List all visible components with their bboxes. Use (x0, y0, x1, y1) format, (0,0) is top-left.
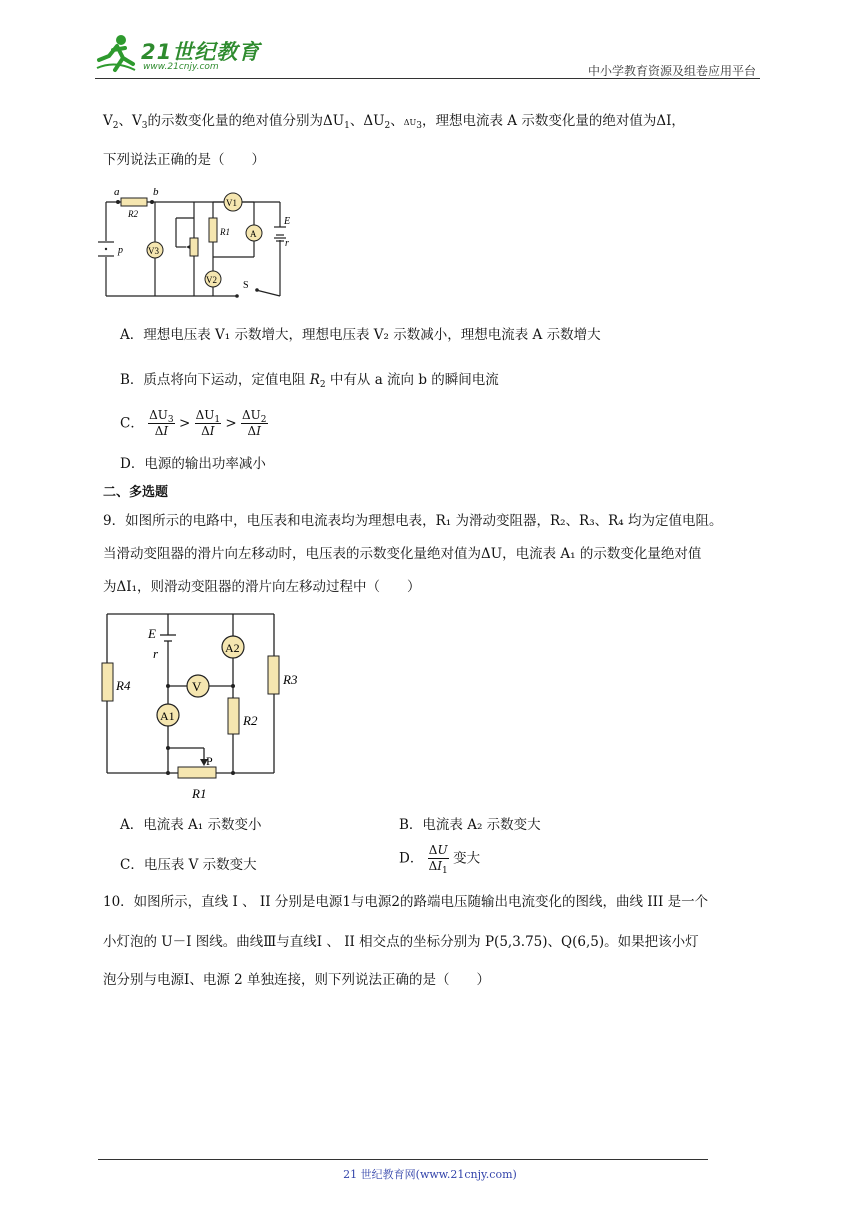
q9-stem-line1: 9．如图所示的电路中，电压表和电流表均为理想电表，R₁ 为滑动变阻器，R₂、R₃、R₄ 均为定值电阻。 (103, 513, 723, 529)
circuit-diagram-1 (96, 185, 306, 305)
q9-option-a: A．电流表 A₁ 示数变小 (120, 817, 262, 833)
q10-stem-line1: 10．如图所示，直线 I 、 II 分别是电源1与电源2的路端电压随输出电流变化的图线，曲线 III 是一个 (103, 894, 709, 910)
circuit1-label-v2: V2 (206, 275, 217, 285)
header-rule (95, 78, 760, 79)
circuit1-label-e: E (284, 216, 291, 227)
circuit1-label-b: b (153, 186, 159, 198)
circuit2-label-e: E (148, 626, 156, 641)
q9-stem-line2: 当滑动变阻器的滑片向左移动时，电压表的示数变化量绝对值为ΔU，电流表 A₁ 的示数变化量绝对值 (103, 546, 702, 562)
circuit1-label-a: a (114, 186, 120, 198)
frac-du2-di: $\frac{\Delta U_2}{\Delta I}$ (241, 408, 267, 438)
circuit1-label-ammeter: A (250, 229, 257, 239)
circuit1-label-p: p (118, 245, 123, 256)
circuit1-label-r2: R2 (128, 209, 138, 219)
circuit1-label-r1: R1 (220, 227, 230, 237)
footer-rule (98, 1159, 708, 1160)
circuit2-label-a2: A2 (225, 641, 240, 655)
section-title-multiple-choice: 二、多选题 (103, 485, 169, 500)
q9-option-c: C．电压表 V 示数变大 (120, 857, 257, 873)
q9-option-d: D． $\frac{\Delta U}{\Delta I_1}$ 变大 (399, 843, 481, 876)
logo-main-text: 21世纪教育 (141, 40, 261, 64)
circuit1-label-v1: V1 (226, 198, 237, 208)
frac-du3-di: $\frac{\Delta U_3}{\Delta I}$ (149, 408, 174, 438)
circuit2-label-a1: A1 (160, 709, 175, 723)
header (0, 0, 860, 80)
q8-stem-line2: 下列说法正确的是（ ） (103, 152, 265, 168)
q8-stem-line1: $V_2$、$V_3$的示数变化量的绝对值分别为$\Delta U_1$、$\Delta U_2$、$\Delta U_3$，理想电流表 A 示数变化量的绝对值为ΔI， (103, 113, 685, 131)
runner-logo-icon (95, 34, 139, 76)
circuit2-label-v: V (192, 679, 202, 694)
circuit2-label-p: P (206, 754, 213, 768)
circuit2-label-r2: R2 (243, 713, 258, 728)
circuit-diagram-2 (100, 608, 310, 808)
header-platform-text: 中小学教育资源及组卷应用平台 (587, 64, 756, 78)
circuit2-label-r: r (153, 646, 159, 661)
q8-option-b: B．质点将向下运动，定值电阻 $R_2$ 中有从 a 流向 b 的瞬间电流 (120, 372, 499, 390)
q10-stem-line2: 小灯泡的 U－I 图线。曲线Ⅲ与直线I 、 II 相交点的坐标分别为 P(5,3.75)、Q(6,5)。如果把该小灯 (103, 934, 699, 950)
circuit2-label-r3: R3 (283, 672, 298, 687)
circuit2-label-r4: R4 (116, 678, 131, 693)
q10-stem-line3: 泡分别与电源I、电源 2 单独连接，则下列说法正确的是（ ） (103, 972, 491, 988)
q8-option-a: A．理想电压表 V₁ 示数增大，理想电压表 V₂ 示数减小，理想电流表 A 示数增大 (120, 327, 601, 343)
circuit1-label-v3: V3 (148, 246, 159, 256)
q9-option-b: B．电流表 A₂ 示数变大 (399, 817, 541, 833)
circuit1-label-r: r (285, 238, 289, 249)
frac-du-di1: $\frac{\Delta U}{\Delta I_1}$ (428, 843, 448, 876)
logo-url-text: www.21cnjy.com (143, 62, 219, 72)
q8-option-d: D．电源的输出功率减小 (120, 456, 266, 472)
circuit2-label-r1: R1 (192, 786, 207, 801)
footer-text: 21 世纪教育网(www.21cnjy.com) (343, 1168, 517, 1181)
circuit1-label-s: S (243, 280, 249, 291)
frac-du1-di: $\frac{\Delta U_1}{\Delta I}$ (195, 408, 221, 438)
q9-stem-line3: 为ΔI₁，则滑动变阻器的滑片向左移动过程中（ ） (103, 579, 421, 595)
q8-option-c: C． $\frac{\Delta U_3}{\Delta I}$ > $\frac{\Delta U_1}{\Delta I}$ > $\frac{\Delta U_2}{\Delta I}$ (120, 408, 267, 438)
logo (95, 34, 265, 76)
